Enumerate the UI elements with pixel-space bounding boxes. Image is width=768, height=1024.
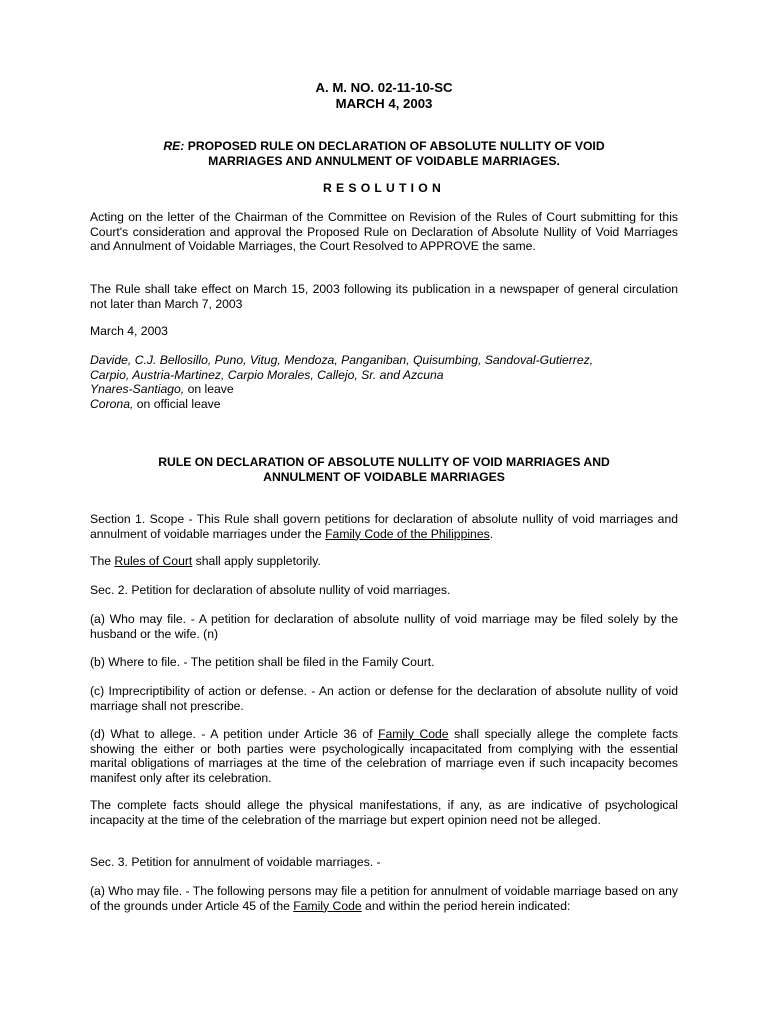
section-2d-complete-facts: The complete facts should allege the physical manifestations, if any, as are indicative of psychological incapacity at the time of the celebration of the marriage but expert opinion need not be alleged. — [90, 798, 678, 827]
official-leave-name: Corona, — [90, 396, 134, 411]
official-leave-line — [90, 397, 678, 412]
section-2-heading: Sec. 2. Petition for declaration of absolute nullity of void marriages. — [90, 583, 451, 597]
on-leave-text: on leave — [184, 382, 234, 396]
justices-block — [90, 353, 678, 411]
resolution-paragraph-2: The Rule shall take effect on March 15, 2003 following its publication in a newspaper of general circulation not later than March 7, 2003 — [90, 282, 678, 311]
resolution-heading: RESOLUTION — [323, 181, 445, 195]
section-2d-what-to-allege — [90, 727, 678, 785]
re-label: RE: — [163, 139, 185, 153]
section-3a-who-may-file — [90, 884, 678, 913]
justices-line-1: Davide, C.J. Bellosillo, Puno, Vitug, Mendoza, Panganiban, Quisumbing, Sandoval-Gutierrez, — [90, 353, 594, 367]
section-2d-post: shall specially allege the complete facts showing the either or both parties were psychologically incapacitated from complying with the essential marital obligations of marriages at the time of the celebration of marriage even if such incapacity becomes manifest only after its celebration. — [90, 727, 678, 785]
official-leave-text: on official leave — [133, 396, 221, 411]
family-code-link-3a[interactable]: Family Code — [293, 898, 362, 913]
re-heading — [90, 139, 678, 168]
suppletory-paragraph — [90, 554, 678, 569]
section-3a-post: and within the period herein indicated: — [361, 898, 571, 913]
document-header — [90, 80, 678, 112]
on-leave-line — [90, 382, 678, 397]
rule-title-line-1: RULE ON DECLARATION OF ABSOLUTE NULLITY OF VOID MARRIAGES AND — [158, 455, 610, 469]
re-line-1: PROPOSED RULE ON DECLARATION OF ABSOLUTE NULLITY OF VOID — [187, 139, 605, 153]
justices-line-2: Carpio, Austria-Martinez, Carpio Morales, Callejo, Sr. and Azcuna — [90, 367, 444, 382]
section-3a-pre: (a) Who may file. - The following persons may file a petition for annulment of voidable marriage based on any of the grounds under Article 45 of the — [90, 884, 678, 913]
rules-of-court-link[interactable]: Rules of Court — [114, 554, 193, 568]
section-1-scope — [90, 512, 678, 541]
docket-number: A. M. NO. 02-11-10-SC — [315, 80, 453, 95]
section-3-heading: Sec. 3. Petition for annulment of voidable marriages. - — [90, 855, 381, 869]
resolution-date: March 4, 2003 — [90, 324, 168, 338]
rule-title — [90, 455, 678, 484]
suppletory-post: shall apply suppletorily. — [192, 554, 321, 568]
section-2c-imprescriptibility: (c) Imprecriptibility of action or defense. - An action or defense for the declaration of absolute nullity of void marriage shall not prescribe. — [90, 684, 678, 713]
section-2b-where-to-file: (b) Where to file. - The petition shall be filed in the Family Court. — [90, 655, 435, 669]
section-2a-who-may-file: (a) Who may file. - A petition for declaration of absolute nullity of void marriage may be filed solely by the husband or the wife. (n) — [90, 612, 678, 641]
family-code-philippines-link[interactable]: Family Code of the Philippines — [325, 526, 490, 541]
on-leave-name: Ynares-Santiago, — [90, 382, 185, 396]
section-2d-pre: (d) What to allege. - A petition under Article 36 of — [90, 727, 379, 741]
rule-title-line-2: ANNULMENT OF VOIDABLE MARRIAGES — [263, 469, 505, 484]
suppletory-pre: The — [90, 554, 115, 568]
family-code-link-2d[interactable]: Family Code — [378, 727, 449, 741]
header-date: MARCH 4, 2003 — [335, 96, 433, 111]
re-line-2: MARRIAGES AND ANNULMENT OF VOIDABLE MARRIAGES. — [208, 153, 560, 168]
section-1-text: Section 1. Scope - This Rule shall govern petitions for declaration of absolute nullity of void marriages and annulment of voidable marriages under the — [90, 512, 678, 541]
section-1-end: . — [489, 526, 494, 541]
resolution-paragraph-1: Acting on the letter of the Chairman of the Committee on Revision of the Rules of Court submitting for this Court's consideration and approval the Proposed Rule on Declaration of Absolute Nullity of Void Marriages and Annulment of Voidable Marriages, the Court Resolved to APPROVE the same. — [90, 210, 678, 253]
